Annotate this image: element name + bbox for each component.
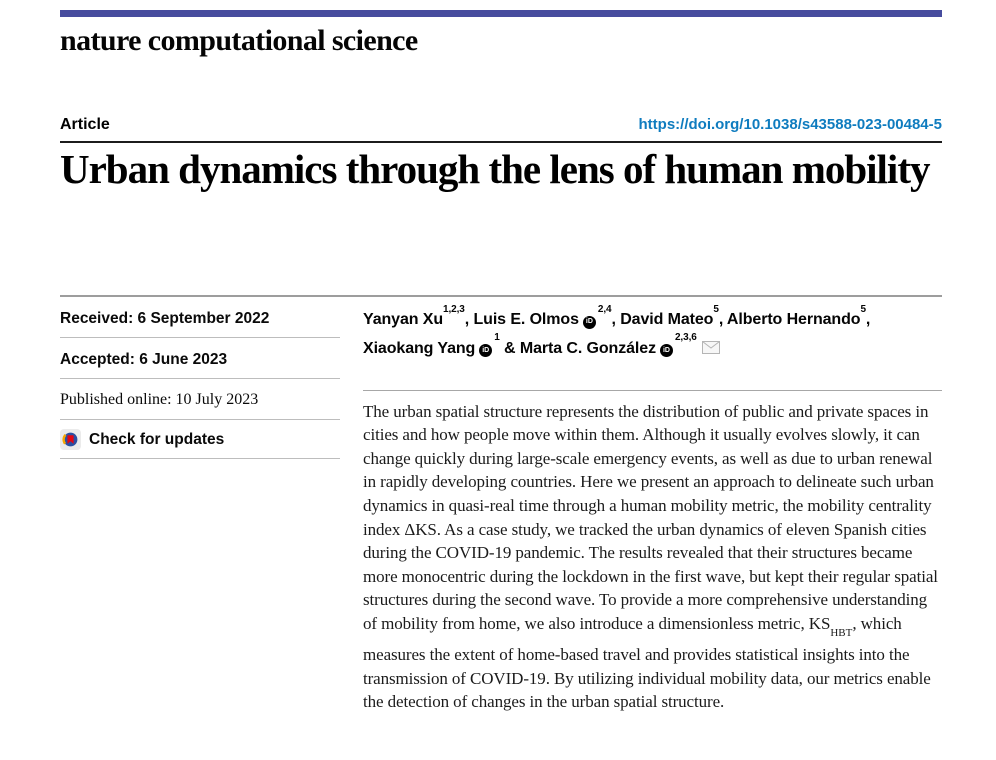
email-icon[interactable]: [702, 341, 720, 354]
check-for-updates-button[interactable]: [60, 420, 340, 459]
main-column: [363, 297, 942, 714]
author-name: Marta C. González: [519, 339, 656, 357]
paper-title: Urban dynamics through the lens of human mobility: [60, 146, 930, 192]
published-date: Published online: 10 July 2023: [60, 379, 340, 420]
abstract-text: The urban spatial structure represents the distribution of public and private spaces in cities and how people move within them. Although it usually evolves slowly, it can change quickly during large-scale emergency events, as well as due to urban renewal in rapidly developing countries. Here we present an approach to delineate such urban dynamics in quasi-real time through a human mobility metric, the mobility centrality index ΔKS. As a case study, we tracked the urban dynamics of eleven Spanish cities during the COVID-19 pandemic. The results revealed that their structures became more monocentric during the lockdown in the first wave, but kept their regular spatial structures during the second wave. To provide a more comprehensive understanding of mobility from home, we also introduce a dimensionless metric, $KS_{HBT}$, which measures the extent of home-based travel and provides statistical insights into the transmission of COVID-19. By utilizing individual mobility data, our metrics enable the detection of changes in the urban spatial structure.: [363, 401, 938, 712]
author-name: Xiaokang Yang: [363, 339, 476, 357]
author-name: Luis E. Olmos: [473, 311, 579, 329]
author-affiliations: 1,2,3: [443, 304, 465, 315]
author-affiliations: 5: [713, 304, 719, 315]
header-rule: [60, 141, 942, 143]
author-list: [363, 297, 942, 361]
journal-brand-bar: [60, 10, 942, 17]
journal-name: nature computational science: [60, 24, 418, 57]
article-meta-row: [60, 116, 942, 134]
crossmark-icon: [60, 429, 81, 450]
author-affiliations: 2,3,6: [674, 332, 697, 344]
author-name: Alberto Hernando: [726, 311, 861, 329]
author-line-2: Xiaokang Yang $iD^1$ & Marta C. González iD$^{2,3,6}$: [363, 340, 720, 357]
abstract-rule: [363, 390, 942, 391]
received-date: Received: 6 September 2022: [60, 297, 340, 338]
author-name: David Mateo: [620, 311, 714, 329]
doi-link[interactable]: https://doi.org/10.1038/s43588-023-00484-5: [638, 116, 942, 133]
accepted-date: Accepted: 6 June 2023: [60, 338, 340, 379]
author-affiliations: 1: [494, 332, 500, 344]
orcid-icon[interactable]: iD: [583, 316, 596, 329]
author-name: Yanyan Xu: [363, 311, 444, 329]
author-affiliations: 2,4: [597, 304, 612, 315]
check-for-updates-label: Check for updates: [89, 430, 225, 448]
ks-hbt-subscript: HBT: [830, 627, 853, 640]
orcid-icon[interactable]: iD: [660, 344, 673, 357]
orcid-icon[interactable]: iD: [479, 344, 492, 357]
article-type-label: Article: [60, 116, 110, 133]
history-sidebar: [60, 297, 340, 714]
author-affiliations: 5: [860, 304, 866, 315]
content-columns: [60, 297, 942, 714]
author-line-1: Yanyan Xu$^{1,2,3}$, Luis E. Olmos iD$^{2,4}$, David Mateo$^5$, Alberto Hernando$^5$,: [363, 304, 871, 329]
